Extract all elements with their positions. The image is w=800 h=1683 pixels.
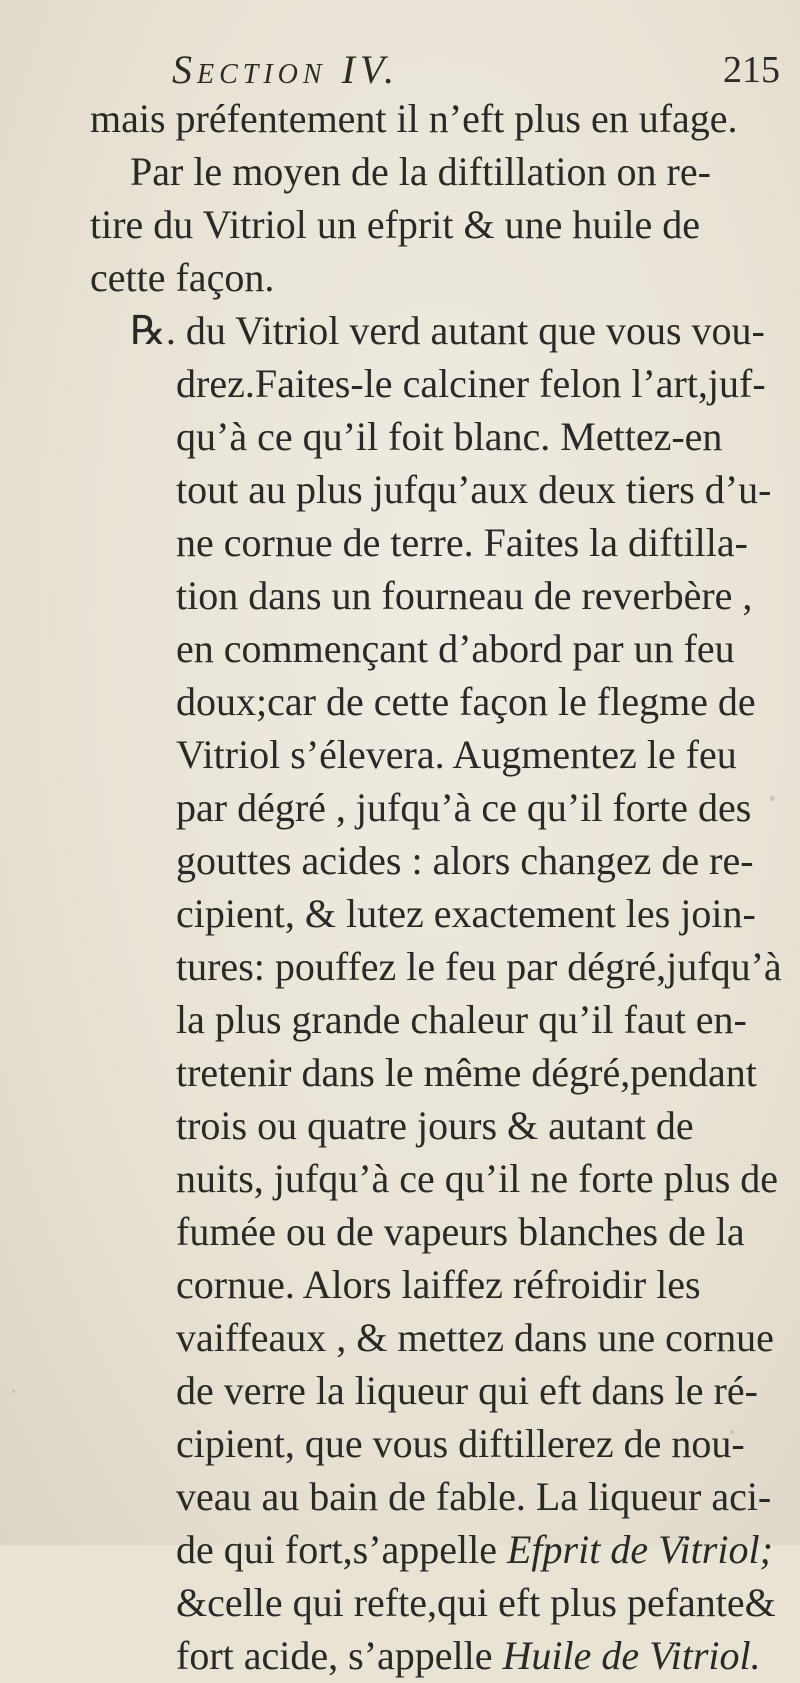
text-line: veau au bain de fable. La liqueur aci- bbox=[176, 1474, 772, 1519]
paper-speck bbox=[12, 1390, 15, 1393]
page-header bbox=[0, 44, 800, 94]
paper-speck bbox=[730, 1430, 734, 1434]
text-run: de qui fort,s’appelle bbox=[176, 1527, 497, 1572]
text-line: qu’à ce qu’il foit blanc. Mettez-en bbox=[176, 414, 723, 459]
text-line: nuits, jufqu’à ce qu’il ne forte plus de bbox=[176, 1156, 779, 1201]
text-line: fumée ou de vapeurs blanches de la bbox=[176, 1209, 745, 1254]
text-line: &celle qui refte,qui eft plus pefante& bbox=[176, 1580, 776, 1625]
text-line: Vitriol s’élevera. Augmentez le feu bbox=[176, 732, 737, 777]
text-line: drez.Faites-le calciner felon l’art,juf- bbox=[176, 361, 766, 406]
text-line: de verre la liqueur qui eft dans le ré- bbox=[176, 1368, 758, 1413]
text-line: gouttes acides : alors changez de re- bbox=[176, 838, 754, 883]
text-run: fort acide, s’appelle bbox=[176, 1633, 493, 1678]
paper-speck bbox=[770, 796, 775, 801]
text-line bbox=[176, 1629, 761, 1683]
term-esprit-de-vitriol: Efprit de Vitriol; bbox=[507, 1527, 773, 1572]
text-line: cipient, que vous diftillerez de nou- bbox=[176, 1421, 745, 1466]
text-line: cornue. Alors laiffez réfroidir les bbox=[176, 1262, 701, 1307]
term-huile-de-vitriol: Huile de Vitriol. bbox=[502, 1633, 761, 1678]
text-line: tire du Vitriol un efprit & une huile de bbox=[90, 202, 701, 247]
text-line: la plus grande chaleur qu’il faut en- bbox=[176, 997, 747, 1042]
page-number: 215 bbox=[723, 49, 780, 91]
text-line: trois ou quatre jours & autant de bbox=[176, 1103, 694, 1148]
running-head: Section IV. bbox=[172, 47, 400, 92]
text-line: doux;car de cette façon le flegme de bbox=[176, 679, 756, 724]
text-line: Par le moyen de la diftillation on re- bbox=[130, 149, 711, 194]
text-line: tout au plus jufqu’aux deux tiers d’u- bbox=[176, 467, 772, 512]
text-line: cette façon. bbox=[90, 255, 275, 300]
text-line: en commençant d’abord par un feu bbox=[176, 626, 735, 671]
text-line: par dégré , jufqu’à ce qu’il forte des bbox=[176, 785, 752, 830]
text-line: tretenir dans le même dégré,pendant bbox=[176, 1050, 757, 1095]
text-line: vaiffeaux , & mettez dans une cornue bbox=[176, 1315, 774, 1360]
text-line bbox=[176, 1523, 773, 1577]
text-line: ne cornue de terre. Faites la diftilla- bbox=[176, 520, 748, 565]
text-line: cipient, & lutez exactement les join- bbox=[176, 891, 756, 936]
text-line: ℞. du Vitriol verd autant que vous vou- bbox=[130, 308, 765, 353]
text-line: tures: pouffez le feu par dégré,jufqu’à bbox=[176, 944, 782, 989]
text-line: mais préfentement il n’eft plus en ufage. bbox=[90, 96, 738, 141]
text-line: tion dans un fourneau de reverbère , bbox=[176, 573, 753, 618]
